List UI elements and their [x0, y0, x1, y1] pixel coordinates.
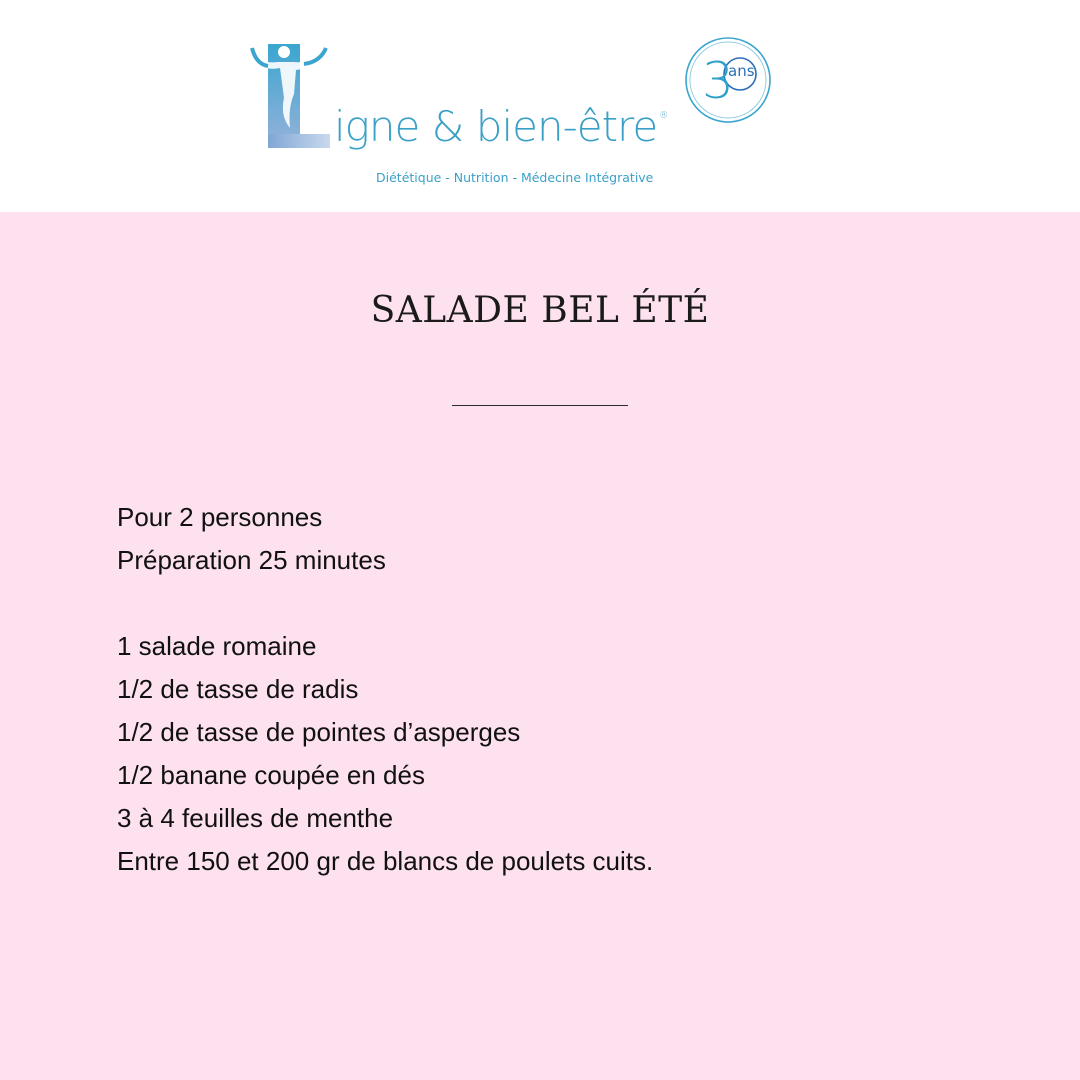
preparation-text: Préparation 25 minutes	[117, 545, 386, 575]
ingredient-item: 1 salade romaine	[117, 631, 317, 661]
badge-unit: ans	[728, 62, 755, 80]
recipe-card	[0, 212, 1080, 1080]
brand-tagline: Diététique - Nutrition - Médecine Intégrative	[376, 170, 654, 185]
ingredient-list	[117, 625, 653, 883]
ingredient-item: 1/2 de tasse de radis	[117, 674, 359, 704]
logo-figure-icon	[250, 38, 330, 150]
header	[0, 0, 1080, 212]
servings-text: Pour 2 personnes	[117, 502, 323, 532]
ingredient-item: 1/2 banane coupée en dés	[117, 760, 425, 790]
ingredient-item: 3 à 4 feuilles de menthe	[117, 803, 394, 833]
ingredient-item: Entre 150 et 200 gr de blancs de poulets cuits.	[117, 846, 654, 876]
recipe-info	[117, 496, 386, 582]
brand-wordmark: igne & bien-être ®	[334, 102, 668, 151]
recipe-title: SALADE BEL ÉTÉ	[370, 290, 710, 331]
brand-logo	[250, 38, 780, 198]
anniversary-badge	[682, 34, 774, 126]
ingredient-item: 1/2 de tasse de pointes d’asperges	[117, 717, 521, 747]
title-divider	[452, 405, 628, 406]
badge-number: 3	[702, 52, 734, 110]
